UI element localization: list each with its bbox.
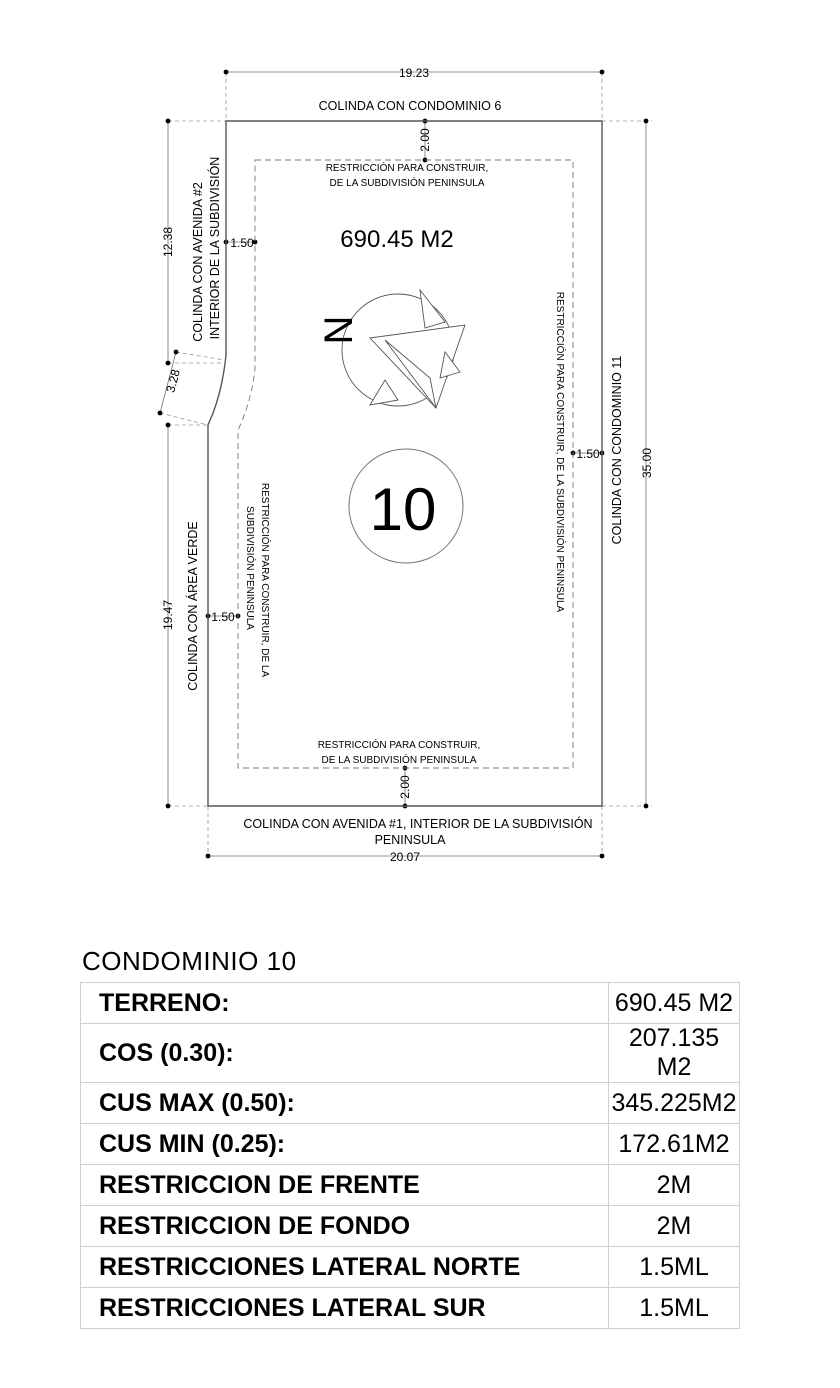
row-value: 207.135 M2 <box>609 1024 740 1083</box>
row-value: 2M <box>609 1206 740 1247</box>
restriction-bottom-line1: RESTRICCIÓN PARA CONSTRUIR, <box>317 740 481 751</box>
restriction-top-line1: RESTRICCIÓN PARA CONSTRUIR, <box>325 163 489 174</box>
dim-setback-left-upper: 1.50 <box>230 236 254 250</box>
table-row <box>81 1288 740 1329</box>
dim-top: 19.23 <box>398 66 430 80</box>
dim-setback-left-lower: 1.50 <box>211 610 235 624</box>
lot-area: 690.45 M2 <box>340 226 454 253</box>
row-value: 1.5ML <box>609 1247 740 1288</box>
row-label: CUS MIN (0.25): <box>81 1124 609 1165</box>
summary-table <box>80 982 740 1329</box>
row-label: CUS MAX (0.50): <box>81 1083 609 1124</box>
row-value: 172.61M2 <box>609 1124 740 1165</box>
dim-setback-right: 1.50 <box>576 447 600 461</box>
dim-left-curve: 3.28 <box>163 367 183 395</box>
boundary-west-upper-line1: COLINDA CON AVENIDA #2 <box>191 182 205 342</box>
boundary-south-line2: PENINSULA <box>374 833 446 847</box>
boundary-west-lower: COLINDA CON ÁREA VERDE <box>186 521 200 691</box>
dim-left-upper: 12.38 <box>161 226 175 258</box>
row-value: 2M <box>609 1165 740 1206</box>
dim-bottom: 20.07 <box>389 850 421 864</box>
row-label: RESTRICCION DE FRENTE <box>81 1165 609 1206</box>
row-value: 345.225M2 <box>609 1083 740 1124</box>
row-label: RESTRICCIONES LATERAL SUR <box>81 1288 609 1329</box>
row-label: COS (0.30): <box>81 1024 609 1083</box>
row-value: 1.5ML <box>609 1288 740 1329</box>
extension-lines <box>160 72 652 856</box>
boundary-north: COLINDA CON CONDOMINIO 6 <box>318 99 502 113</box>
dim-setback-bottom: 2.00 <box>398 775 412 799</box>
dim-left-lower: 19.47 <box>161 599 175 631</box>
row-label: TERRENO: <box>81 983 609 1024</box>
boundary-east: COLINDA CON CONDOMINIO 11 <box>610 355 624 545</box>
dim-right: 35.00 <box>640 447 654 479</box>
lot-boundary <box>208 121 602 806</box>
table-row <box>81 1024 740 1083</box>
table-row <box>81 1247 740 1288</box>
north-symbol-label: N <box>317 315 361 345</box>
restriction-bottom-line2: DE LA SUBDIVISIÓN PENINSULA <box>321 755 477 766</box>
table-row <box>81 1165 740 1206</box>
boundary-west-upper-line2: INTERIOR DE LA SUBDIVISIÓN <box>208 156 222 340</box>
table-row <box>81 1083 740 1124</box>
restriction-left-line1: RESTRICCIÓN PARA CONSTRUIR, DE LA <box>259 482 270 678</box>
table-row <box>81 1206 740 1247</box>
restriction-top-line2: DE LA SUBDIVISIÓN PENINSULA <box>329 178 485 189</box>
lot-number: 10 <box>369 476 437 543</box>
restriction-left-line2: SUBDIVISIÓN PENINSULA <box>244 506 255 630</box>
dim-setback-top: 2.00 <box>418 128 432 152</box>
table-title: CONDOMINIO 10 <box>82 946 297 976</box>
boundary-south-line1: COLINDA CON AVENIDA #1, INTERIOR DE LA SUBDIVISIÓN <box>243 817 593 831</box>
row-label: RESTRICCIONES LATERAL NORTE <box>81 1247 609 1288</box>
row-label: RESTRICCION DE FONDO <box>81 1206 609 1247</box>
table-row <box>81 983 740 1024</box>
row-value: 690.45 M2 <box>609 983 740 1024</box>
table-row <box>81 1124 740 1165</box>
north-arrow-icon <box>342 290 465 408</box>
restriction-right: RESTRICCIÓN PARA CONSTRUIR, DE LA SUBDIVISIÓN PENINSULA <box>554 291 565 613</box>
